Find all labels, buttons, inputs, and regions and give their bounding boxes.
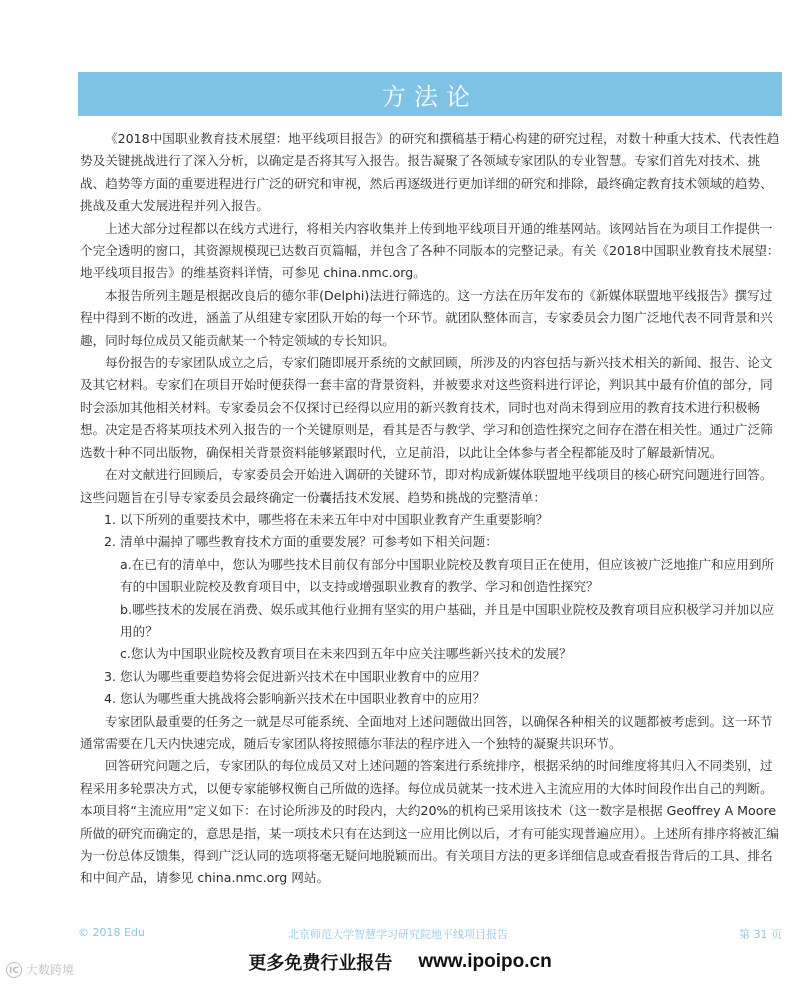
question-item: 3. 您认为哪些重要趋势将会促进新兴技术在中国职业教育中的应用？ bbox=[104, 668, 486, 684]
section-banner bbox=[78, 72, 782, 116]
section-title: 方法论 bbox=[382, 82, 478, 111]
watermark-text: 大数跨境 bbox=[26, 963, 75, 977]
footer-page-number: 第 31 页 bbox=[739, 928, 782, 940]
paragraph: 在对文献进行回顾后，专家委员会开始进入调研的关键环节，即对构成新媒体联盟地平线项目的核心研究问题进行回答。这些问题旨在引导专家委员会最终确定一份囊括技术发展、趋势和挑战的完整清单： bbox=[80, 467, 773, 505]
methodology-body bbox=[80, 128, 780, 890]
sub-question-item: c.您认为中国职业院校及教育项目在未来四到五年中应关注哪些新兴技术的发展？ bbox=[120, 646, 572, 662]
paragraph: 回答研究问题之后，专家团队的每位成员又对上述问题的答案进行系统排序，根据采纳的时间维度将其归入不同类别，过程采用多轮票决方式，以便专家能够权衡自己所做的选择。每位成员就某一技术进入主流应用的大体时间段作出自己的判断。本项目将“主流应用”定义如下：在讨论所涉及的时段内，大约20%的机构已采用该技术（这一数字是根据 Geoffrey A Moore 所做的研究而确定的，意思是指，某一项技术只有在达到这一应用比例以后，才有可能实现普遍应用）。上述所有排序将被汇编为一份总体反馈集，得到广泛认同的选项将毫无疑问地脱颖而出。有关项目方法的更多详细信息或查看报告背后的工具、排名和中间产品，请参见 china.nmc.org 网站。 bbox=[80, 758, 779, 886]
paragraph: 每份报告的专家团队成立之后，专家们随即展开系统的文献回顾，所涉及的内容包括与新兴技术相关的新闻、报告、论文及其它材料。专家们在项目开始时便获得一套丰富的背景资料，并被要求对这些资料进行评论，判识其中最有价值的部分，同时会添加其他相关材料。专家委员会不仅探讨已经得以应用的新兴教育技术，同时也对尚未得到应用的教育技术进行积极畅想。决定是否将某项技术列入报告的一个关键原则是，看其是否与教学、学习和创造性探究之间存在潜在相关性。通过广泛筛选数十种不同出版物，确保相关背景资料能够紧跟时代，立足前沿，以此让全体参与者全程都能及时了解最新情况。 bbox=[80, 355, 773, 460]
question-item: 4. 您认为哪些重大挑战将会影响新兴技术在中国职业教育中的应用？ bbox=[104, 691, 486, 707]
footer-report-title: 北京师范大学智慧学习研究院地平线项目报告 bbox=[288, 928, 508, 940]
page-footer bbox=[78, 926, 782, 940]
sub-question-item: b.哪些技术的发展在消费、娱乐或其他行业拥有坚实的用户基础，并且是中国职业院校及教育项目应积极学习并加以应用的？ bbox=[120, 601, 775, 639]
paragraph: 《2018中国职业教育技术展望：地平线项目报告》的研究和撰稿基于精心构建的研究过程，对数十种重大技术、代表性趋势及关键挑战进行了深入分析，以确定是否将其写入报告。报告凝聚了各领域专家团队的专业智慧。专家们首先对技术、挑战、趋势等方面的重要进程进行广泛的研究和审视，然后再逐级进行更加详细的研究和排除，最终确定教育技术领域的趋势、挑战及重大发展进程并列入报告。 bbox=[80, 131, 780, 214]
paragraph: 专家团队最重要的任务之一就是尽可能系统、全面地对上述问题做出回答，以确保各种相关的议题都被考虑到。这一环节通常需要在几天内快速完成，随后专家团队将按照德尔菲法的程序进入一个独特的凝聚共识环节。 bbox=[80, 713, 773, 751]
paragraph: 上述大部分过程都以在线方式进行，将相关内容收集并上传到地平线项目开通的维基网站。该网站旨在为项目工作提供一个完全透明的窗口，其资源规模现已达数百页篇幅，并包含了各种不同版本的完整记录。有关《2018中国职业教育技术展望：地平线项目报告》的维基资料详情，可参见 china.nmc.org。 bbox=[80, 220, 780, 281]
footer-copyright: © 2018 Edu bbox=[78, 926, 145, 939]
paragraph: 本报告所列主题是根据改良后的德尔菲(Delphi)法进行筛选的。这一方法在历年发布的《新媒体联盟地平线报告》撰写过程中得到不断的改进，涵盖了从组建专家团队开始的每一个环节。就团队整体而言，专家委员会力图广泛地代表不同背景和兴趣，同时每位成员又能贡献某一个特定领域的专长知识。 bbox=[80, 287, 773, 348]
question-item: 2. 清单中漏掉了哪些教育技术方面的重要发展？可参考如下相关问题： bbox=[104, 534, 498, 550]
sub-question-item: a.在已有的清单中，您认为哪些技术目前仅有部分中国职业院校及教育项目正在使用，但应该被广泛地推广和应用到所有的中国职业院校及教育项目中，以支持或增强职业教育的教学、学习和创造性探究？ bbox=[120, 556, 775, 595]
promo-link[interactable]: www.ipoipo.cn bbox=[418, 951, 552, 972]
watermark bbox=[6, 961, 74, 978]
promo-banner bbox=[0, 950, 800, 974]
watermark-logo-icon: IC bbox=[6, 962, 22, 978]
promo-text: 更多免费行业报告 bbox=[248, 953, 393, 974]
question-item: 1. 以下所列的重要技术中，哪些将在未来五年中对中国职业教育产生重要影响？ bbox=[104, 511, 549, 527]
